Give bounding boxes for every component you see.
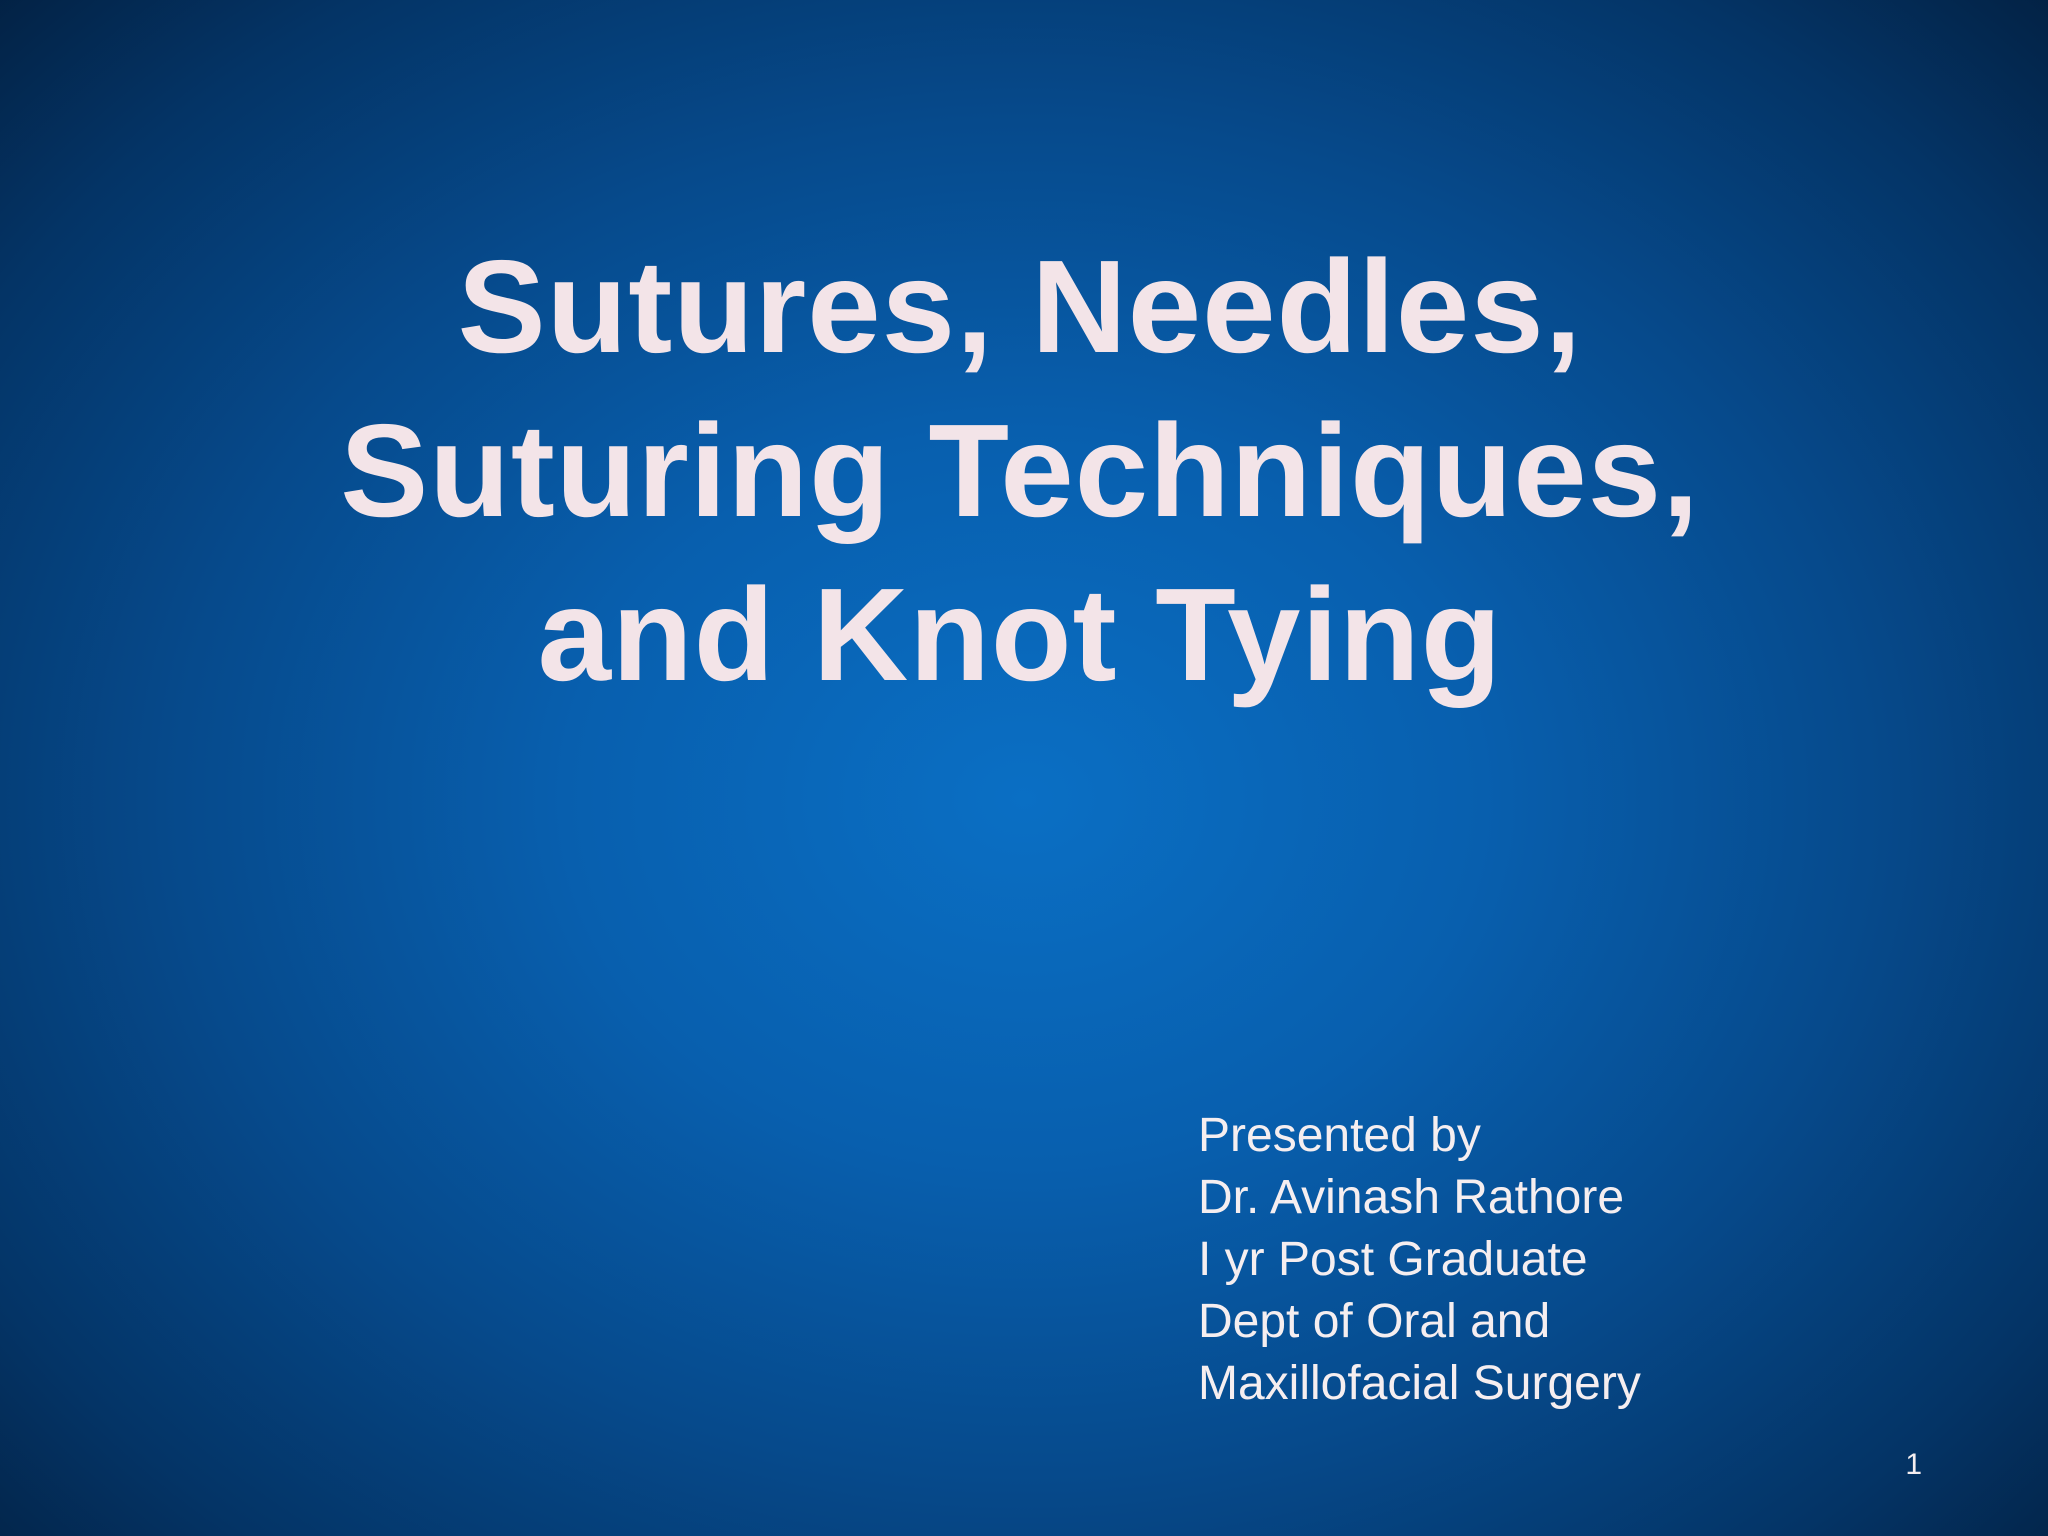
presenter-info	[1198, 1105, 1641, 1415]
page-number: 1	[1905, 1448, 1922, 1481]
title-line-2: Suturing Techniques,	[340, 397, 1700, 544]
presenter-line-specialty: Maxillofacial Surgery	[1198, 1357, 1641, 1410]
presenter-line-presented-by: Presented by	[1198, 1109, 1481, 1162]
presenter-line-dept: Dept of Oral and	[1198, 1295, 1551, 1348]
presenter-line-name: Dr. Avinash Rathore	[1198, 1171, 1625, 1224]
title-line-3: and Knot Tying	[537, 561, 1503, 708]
presenter-line-year: I yr Post Graduate	[1198, 1233, 1588, 1286]
title-line-1: Sutures, Needles,	[457, 233, 1583, 380]
slide-title	[200, 225, 1840, 717]
